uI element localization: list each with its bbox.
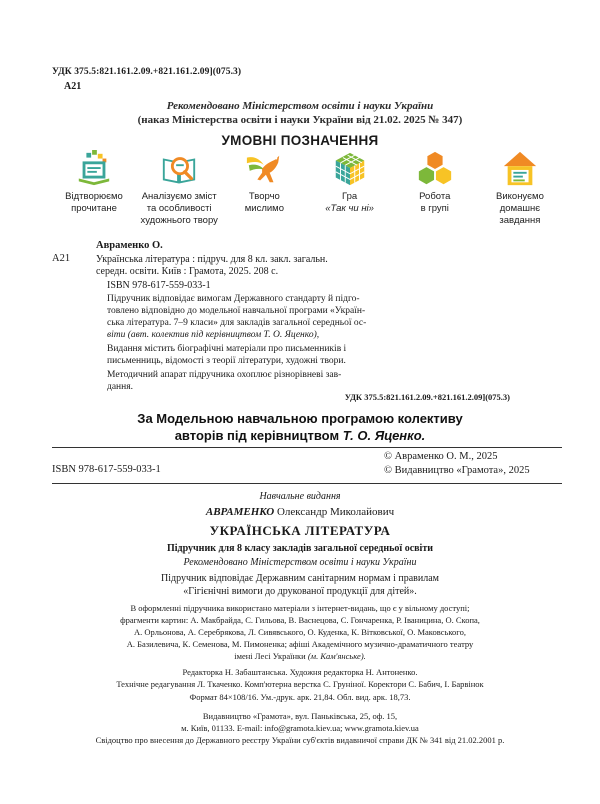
edition-type: Навчальне видання xyxy=(259,491,341,502)
publisher-address: Видавництво «Грамота», вул. Паньківська, 25, оф. 15, xyxy=(202,711,398,721)
legend-item-creative xyxy=(222,150,306,240)
catalog-text-line: Підручник відповідає вимогам Державного стандарту й підго- xyxy=(107,294,360,304)
catalog-author: Авраменко О. xyxy=(96,240,163,251)
legend-label-line: Робота xyxy=(419,191,451,202)
divider-top xyxy=(52,447,562,448)
catalog-paragraph-3 xyxy=(107,369,507,393)
book-title: УКРАЇНСЬКА ЛІТЕРАТУРА xyxy=(209,523,391,538)
catalog-udk: УДК 375.5:821.161.2.09.+821.161.2.09](075.3) xyxy=(344,392,510,402)
book-recommendation: Рекомендовано Міністерством освіти і науки України xyxy=(183,557,417,568)
legend-item-homework xyxy=(478,150,562,240)
sanitary-norms-line-1: Підручник відповідає Державним санітарним нормам і правилам xyxy=(160,573,439,584)
catalog-line: Українська література : підруч. для 8 кл. закл. загальн. xyxy=(96,254,328,265)
catalog-text-line: дання. xyxy=(107,382,133,392)
divider-bottom xyxy=(52,483,562,484)
internet-materials-intro: В оформленні підручника використано матеріали з інтернет-видань, що є у вільному доступі; xyxy=(130,603,470,613)
legend-item-game xyxy=(308,150,392,240)
theatre-prefix: імені Лесі Українки xyxy=(234,651,308,661)
catalog-text-line: Методичний апарат підручника охоплює різнорівневі зав- xyxy=(107,370,342,380)
catalog-paragraph-1 xyxy=(107,293,507,341)
model-line-1: За Модельною навчальною програмою колективу xyxy=(137,411,463,426)
catalog-text-line: Видання містить біографічні матеріали про письменників і xyxy=(107,344,347,354)
technical-line: Технічне редагування Л. Ткаченко. Комп'ютерна верстка С. Груніної. Коректори С. Бабич, І. Барвінок xyxy=(116,679,484,689)
ministry-order: (наказ Міністерства освіти і науки України від 21.02. 2025 № 347) xyxy=(137,114,463,126)
copyright-author: © Авраменко О. М., 2025 xyxy=(384,451,498,462)
format-line: Формат 84×108/16. Ум.-друк. арк. 21,84. Обл. вид. арк. 18,73. xyxy=(189,692,411,702)
legend-label-line: прочитане xyxy=(71,203,117,214)
legend-label-line: та особливості xyxy=(146,203,212,214)
book-code-top: А21 xyxy=(64,81,82,92)
legend-label-line: художнього твору xyxy=(140,215,218,226)
group-hexagons-icon xyxy=(416,150,454,188)
editors-line: Редакторка Н. Забаштанська. Художня редакторка Н. Антоненко. xyxy=(182,667,418,677)
home-task-icon xyxy=(501,150,539,188)
catalog-code: А21 xyxy=(52,253,71,264)
isbn-bottom: ISBN 978-617-559-033-1 xyxy=(52,464,161,475)
catalog-text-line: товлено відповідно до модельної навчальної програми «Україн- xyxy=(107,306,366,316)
sanitary-norms-line-2: «Гігієнічні вимоги до друкованої продукції для дітей». xyxy=(183,586,417,597)
legend-item-group xyxy=(393,150,477,240)
fragments-line: фрагменти картин: А. Макбрайда, С. Гильова, В. Васнецова, С. Гончаренка, Р. Іваницина, О. Скопа, xyxy=(120,615,480,625)
author-full-name xyxy=(0,506,600,518)
book-subtitle: Підручник для 8 класу закладів загальної середньої освіти xyxy=(167,543,433,554)
registry-certificate: Свідоцтво про внесення до Державного реєстру України суб'єктів видавничої справи ДК № 341 від 21.02.2001 р. xyxy=(95,735,505,745)
legend-label-line: Творчо xyxy=(248,191,280,202)
legend-label-line: в групі xyxy=(420,203,449,214)
cube-game-icon xyxy=(331,150,369,188)
model-line-2-name: Т. О. Яценко. xyxy=(342,428,426,443)
copyright-publisher: © Видавництво «Грамота», 2025 xyxy=(384,465,530,476)
model-program-note xyxy=(0,410,600,444)
legend-label-line: мислимо xyxy=(244,203,284,214)
fragments-line: А. Орльонова, А. Серебрякова, Л. Сивявського, О. Куденка, К. Вітковської, О. Маковського, xyxy=(134,627,466,637)
udk-top: УДК 375.5:821.161.2.09.+821.161.2.09](075.3) xyxy=(52,67,242,77)
legend-label-line: домашнє xyxy=(499,203,541,214)
catalog-isbn: ISBN 978-617-559-033-1 xyxy=(107,280,211,291)
legend-label-line: Відтворюємо xyxy=(65,191,123,202)
author-surname: АВРАМЕНКО xyxy=(205,506,275,518)
publisher-contacts: м. Київ, 01133. E-mail: info@gramota.kiev.ua; www.gramota.kiev.ua xyxy=(181,723,419,733)
pegasus-icon xyxy=(245,150,283,188)
legend-label-line: завдання xyxy=(499,215,541,226)
legend-label-line: Виконуємо xyxy=(496,191,544,202)
analyze-magnifier-icon xyxy=(160,150,198,188)
model-line-2 xyxy=(0,427,600,444)
legend-title: УМОВНІ ПОЗНАЧЕННЯ xyxy=(221,133,379,148)
theatre-line xyxy=(0,651,600,662)
discover-read-icon xyxy=(75,150,113,188)
catalog-text-line: ська література. 7–9 класи» для закладів загальної середньої ос- xyxy=(107,318,367,328)
author-given-name: Олександр Миколайович xyxy=(276,506,395,518)
catalog-text-line: віти (авт. колектив під керівництвом Т. О. Яценко), xyxy=(107,330,320,340)
legend-item-reproduce xyxy=(52,150,136,240)
legend-label-line: Гра xyxy=(341,191,358,202)
model-line-2-prefix: авторів під керівництвом xyxy=(174,428,343,443)
legend-row xyxy=(52,150,562,240)
legend-label-line: Аналізуємо зміст xyxy=(141,191,217,202)
ministry-recommendation: Рекомендовано Міністерством освіти і науки України xyxy=(166,100,434,112)
catalog-text-line: письменниць, відомості з теорії літератури, художні твори. xyxy=(107,356,346,366)
catalog-line: середн. освіти. Київ : Грамота, 2025. 208 с. xyxy=(96,266,279,277)
catalog-paragraph-2 xyxy=(107,343,507,367)
fragments-line: А. Базилевича, К. Семенова, М. Пимоненка; афіші Академічного музично-драматичного театру xyxy=(126,639,474,649)
theatre-city: (м. Кам'янське). xyxy=(307,651,366,661)
legend-label-line: «Так чи ні» xyxy=(325,203,374,214)
legend-item-analyze xyxy=(137,150,221,240)
